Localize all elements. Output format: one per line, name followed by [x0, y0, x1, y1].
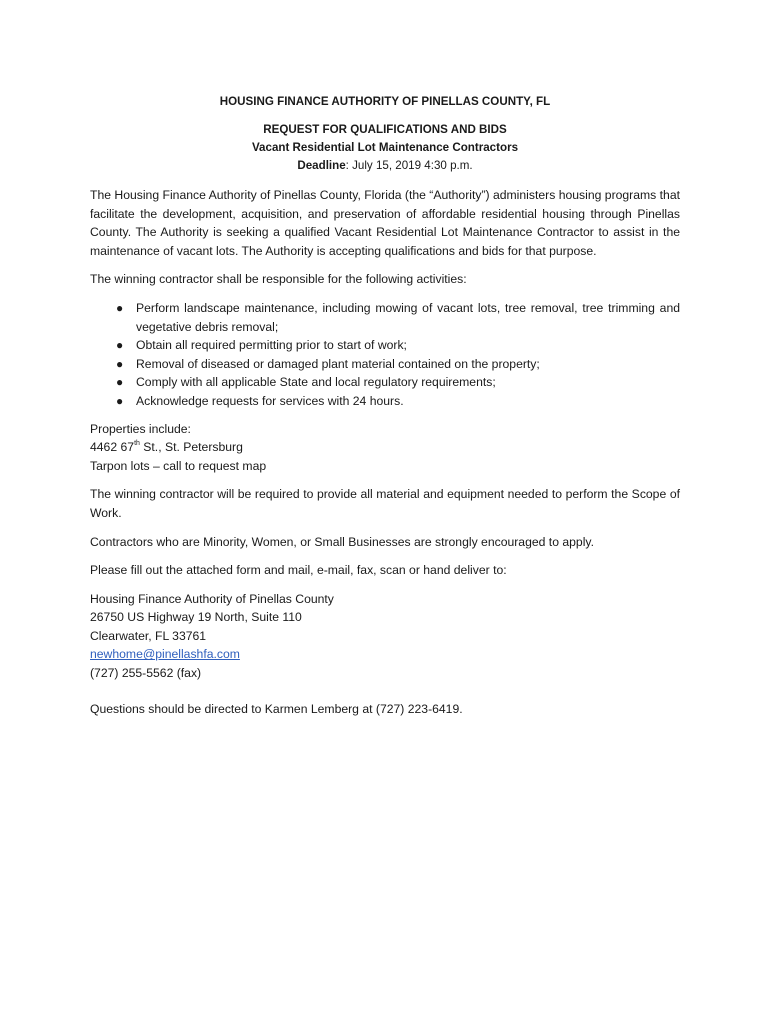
- activity-item: [90, 336, 680, 355]
- activity-text: Removal of diseased or damaged plant material contained on the property;: [136, 356, 540, 371]
- activities-list: [90, 299, 680, 411]
- encouragement-paragraph: Contractors who are Minority, Women, or Small Businesses are strongly encouraged to apply.: [90, 534, 594, 549]
- activity-item: [90, 355, 680, 374]
- deadline-line: [90, 157, 680, 175]
- activities-intro: The winning contractor shall be responsible for the following activities:: [90, 272, 467, 287]
- property-number: 4462 67: [90, 440, 135, 455]
- activity-text: Obtain all required permitting prior to start of work;: [136, 338, 407, 353]
- activity-text: Perform landscape maintenance, including mowing of vacant lots, tree removal, tree trimming and vegetative debris removal;: [136, 300, 680, 334]
- deadline-label: Deadline: [297, 159, 346, 172]
- mailing-address: [90, 590, 680, 683]
- property-address-2: Tarpon lots – call to request map: [90, 458, 267, 473]
- organization-title: HOUSING FINANCE AUTHORITY OF PINELLAS COUNTY, FL: [219, 95, 551, 108]
- activity-item: [90, 299, 680, 336]
- materials-paragraph: The winning contractor will be required to provide all material and equipment needed to perform the Scope of Work.: [90, 487, 680, 520]
- questions-paragraph: Questions should be directed to Karmen Lemberg at (727) 223-6419.: [90, 701, 463, 716]
- address-name: Housing Finance Authority of Pinellas County: [90, 591, 334, 606]
- fax-number: (727) 255-5562 (fax): [90, 666, 202, 681]
- address-city: Clearwater, FL 33761: [90, 628, 207, 643]
- properties-block: [90, 420, 680, 476]
- document-body: [90, 93, 680, 718]
- activity-text: Comply with all applicable State and local regulatory requirements;: [136, 375, 496, 390]
- property-street: St., St. Petersburg: [139, 440, 243, 455]
- rfq-subtitle: Vacant Residential Lot Maintenance Contractors: [251, 141, 519, 154]
- bullet-icon: ●: [116, 300, 124, 315]
- instructions-paragraph: Please fill out the attached form and mail, e-mail, fax, scan or hand deliver to:: [90, 563, 507, 578]
- address-street: 26750 US Highway 19 North, Suite 110: [90, 610, 302, 625]
- email-link[interactable]: newhome@pinellashfa.com: [90, 647, 240, 662]
- properties-label: Properties include:: [90, 421, 191, 436]
- activity-text: Acknowledge requests for services with 24 hours.: [136, 393, 404, 408]
- activity-item: [90, 373, 680, 392]
- intro-paragraph: The Housing Finance Authority of Pinellas County, Florida (the “Authority”) administers housing programs that facilitate the development, acquisition, and preservation of affordable residential housing through Pinellas County. The Authority is seeking a qualified Vacant Residential Lot Maintenance Contractor to assist in the maintenance of vacant lots. The Authority is accepting qualifications and bids for that purpose.: [90, 188, 680, 258]
- property-address-1: [90, 438, 680, 457]
- ordinal-suffix: th: [134, 440, 140, 448]
- bullet-icon: ●: [116, 338, 124, 353]
- bullet-icon: ●: [116, 375, 124, 390]
- bullet-icon: ●: [116, 393, 124, 408]
- activity-item: [90, 392, 680, 411]
- deadline-value: : July 15, 2019 4:30 p.m.: [345, 159, 473, 172]
- rfq-title: REQUEST FOR QUALIFICATIONS AND BIDS: [263, 123, 507, 136]
- bullet-icon: ●: [116, 356, 124, 371]
